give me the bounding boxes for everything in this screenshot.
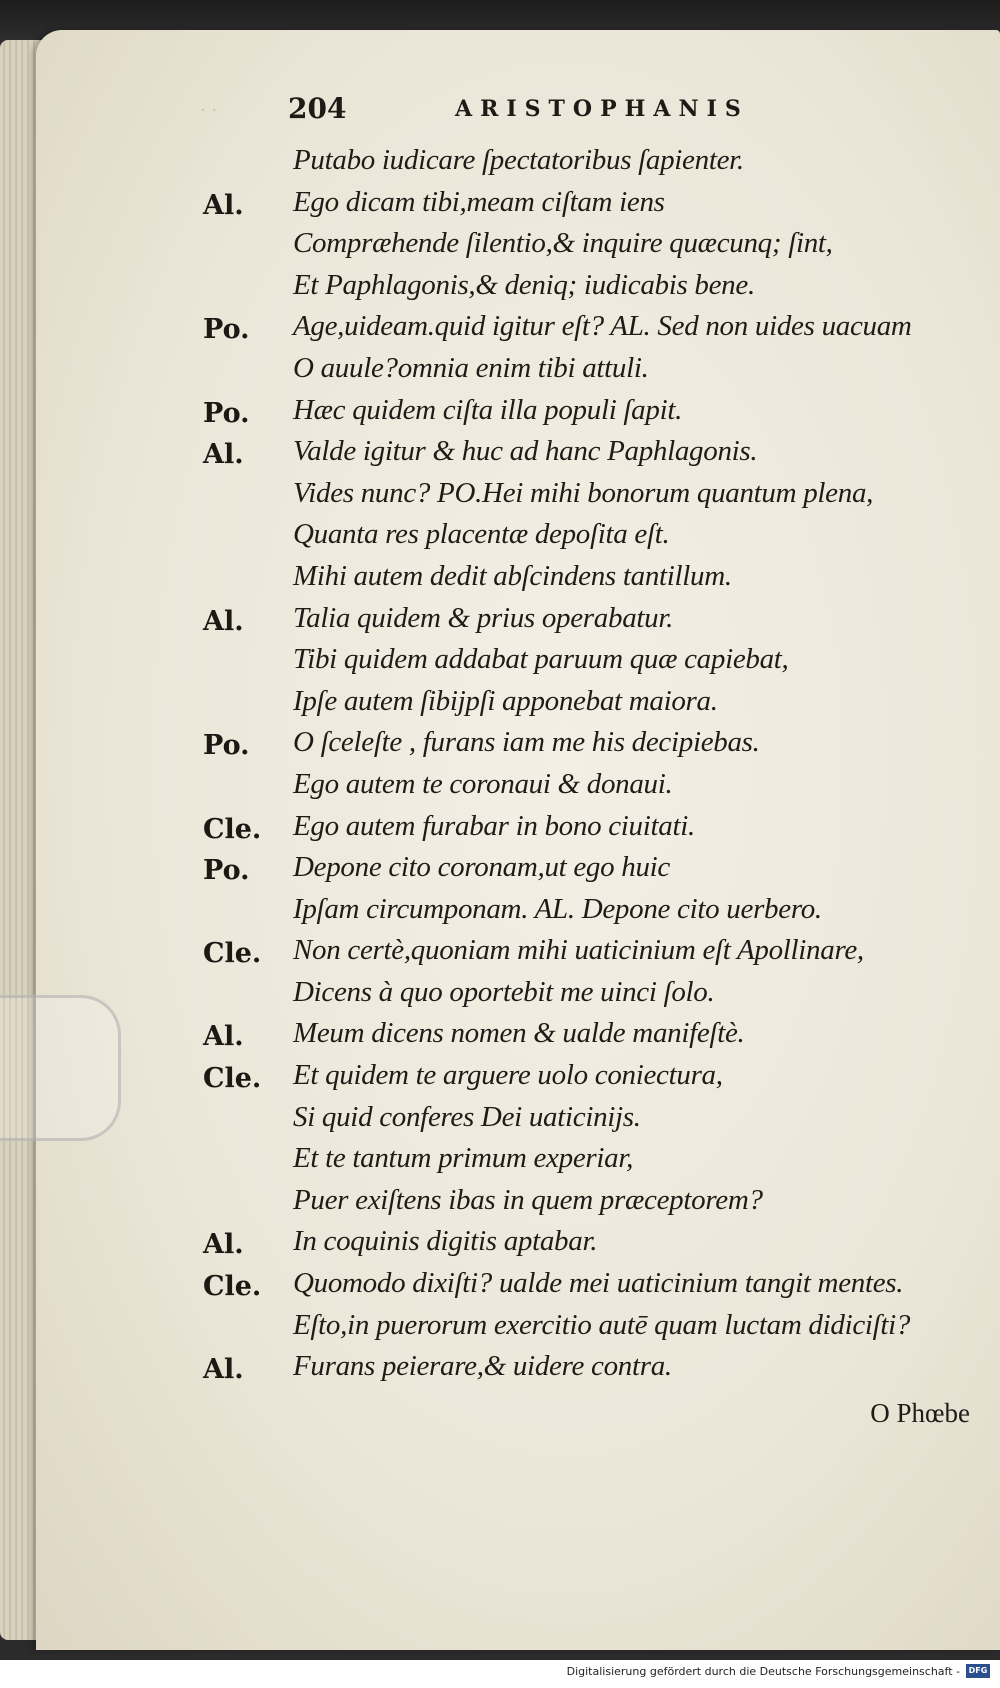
verse-line [0, 808, 1000, 850]
verse-text: Puer exiſtens ibas in quem præceptorem? [293, 1183, 763, 1216]
verse-line [0, 1223, 1000, 1265]
verse-line [0, 1265, 1000, 1307]
verse-line [0, 932, 1000, 974]
speaker-label: Po. [203, 730, 250, 762]
verse-line [0, 849, 1000, 891]
verse-text: Putabo iudicare ſpectatoribus ſapienter. [293, 144, 744, 176]
speaker-label: Al. [203, 605, 244, 637]
verse-line [0, 1057, 1000, 1099]
verse-line [0, 433, 1000, 475]
verse-text: In coquinis digitis aptabar. [293, 1225, 598, 1258]
verse-text: Talia quidem & prius operabatur. [293, 601, 674, 634]
verse-text: Et te tantum primum experiar, [293, 1142, 634, 1175]
speaker-label: Al. [203, 189, 244, 221]
speaker-label: Cle. [203, 938, 262, 970]
verse-line [0, 724, 1000, 766]
verse-line [0, 392, 1000, 434]
verse-text: Ipſam circumponam. AL. Depone cito uerbero. [293, 892, 822, 925]
verse-text: Mihi autem dedit abſcindens tantillum. [293, 559, 732, 592]
speaker-label: Al. [203, 1229, 244, 1261]
speaker-label: Cle. [203, 813, 262, 845]
catchword: O Phœbe [870, 1398, 970, 1428]
verse-text: Meum dicens nomen & ualde manifeſtè. [293, 1017, 745, 1050]
verse-line [0, 1099, 1000, 1141]
verse-text: Ego dicam tibi,meam ciſtam iens [293, 185, 665, 218]
verse-line [0, 142, 1000, 184]
page-number: 204 [288, 92, 347, 125]
verse-line [0, 641, 1000, 683]
running-head: ARISTOPHANIS [455, 96, 749, 122]
verse-line [0, 683, 1000, 725]
verse-text: O auule?omnia enim tibi attuli. [293, 351, 649, 384]
verse-text: Hæc quidem ciſta illa populi ſapit. [293, 393, 683, 426]
verse-text: Eſto,in puerorum exercitio autē quam luctam didiciſti? [293, 1308, 911, 1341]
verse-text: Et Paphlagonis,& deniq; iudicabis bene. [293, 268, 755, 301]
speaker-label: Al. [203, 1354, 244, 1386]
verse-line [0, 766, 1000, 808]
speaker-label: Cle. [203, 1063, 262, 1095]
speaker-label: Po. [203, 855, 250, 887]
verse-text: Dicens à quo oportebit me uinci ſolo. [293, 975, 715, 1008]
dfg-logo: DFG [966, 1664, 990, 1678]
verse-text: Age,uideam.quid igitur eſt? AL. Sed non uides uacuam [293, 310, 912, 343]
verse-line [0, 600, 1000, 642]
speaker-label: Al. [203, 439, 244, 471]
speaker-label: Po. [203, 397, 250, 429]
verse-line [0, 1182, 1000, 1224]
verse-text: Furans peierare,& uidere contra. [293, 1350, 672, 1383]
bleed-through-mark: · · [200, 100, 218, 121]
verse-text: Si quid conferes Dei uaticinijs. [293, 1100, 641, 1133]
digitization-credit: Digitalisierung gefördert durch die Deutsche Forschungsgemeinschaft - [566, 1665, 960, 1678]
verse-line [0, 891, 1000, 933]
verse-text: Ipſe autem ſibijpſi apponebat maiora. [293, 684, 718, 717]
verse-text: Ego autem furabar in bono ciuitati. [293, 809, 695, 842]
verse-text: Ego autem te coronaui & donaui. [293, 767, 673, 800]
verse-line [0, 184, 1000, 226]
verse-line [0, 267, 1000, 309]
verse-lines [0, 142, 1000, 1390]
verse-text: Et quidem te arguere uolo coniectura, [293, 1059, 723, 1092]
verse-line [0, 558, 1000, 600]
speaker-label: Po. [203, 314, 250, 346]
verse-line [0, 1307, 1000, 1349]
verse-text: Non certè,quoniam mihi uaticinium eſt Apollinare, [293, 934, 864, 967]
verse-line [0, 475, 1000, 517]
page-header [0, 92, 1000, 132]
verse-text: Quanta res placentæ depoſita eſt. [293, 518, 670, 551]
speaker-label: Cle. [203, 1271, 262, 1303]
verse-line [0, 1015, 1000, 1057]
verse-text: Compræhende ſilentio,& inquire quæcunq; ſint, [293, 227, 833, 260]
verse-text: Vides nunc? PO.Hei mihi bonorum quantum plena, [293, 476, 874, 509]
verse-text: Tibi quidem addabat paruum quæ capiebat, [293, 643, 789, 676]
speaker-label: Al. [203, 1021, 244, 1053]
verse-line [0, 974, 1000, 1016]
verse-text: Depone cito coronam,ut ego huic [293, 851, 671, 884]
verse-line [0, 1348, 1000, 1390]
verse-text: Valde igitur & huc ad hanc Paphlagonis. [293, 435, 758, 468]
verse-line [0, 225, 1000, 267]
verse-line [0, 516, 1000, 558]
verse-text: O ſceleſte , furans iam me his decipiebas. [293, 726, 760, 759]
verse-line [0, 308, 1000, 350]
verse-text: Quomodo dixiſti? ualde mei uaticinium tangit mentes. [293, 1267, 904, 1300]
verse-line [0, 350, 1000, 392]
verse-line [0, 1140, 1000, 1182]
